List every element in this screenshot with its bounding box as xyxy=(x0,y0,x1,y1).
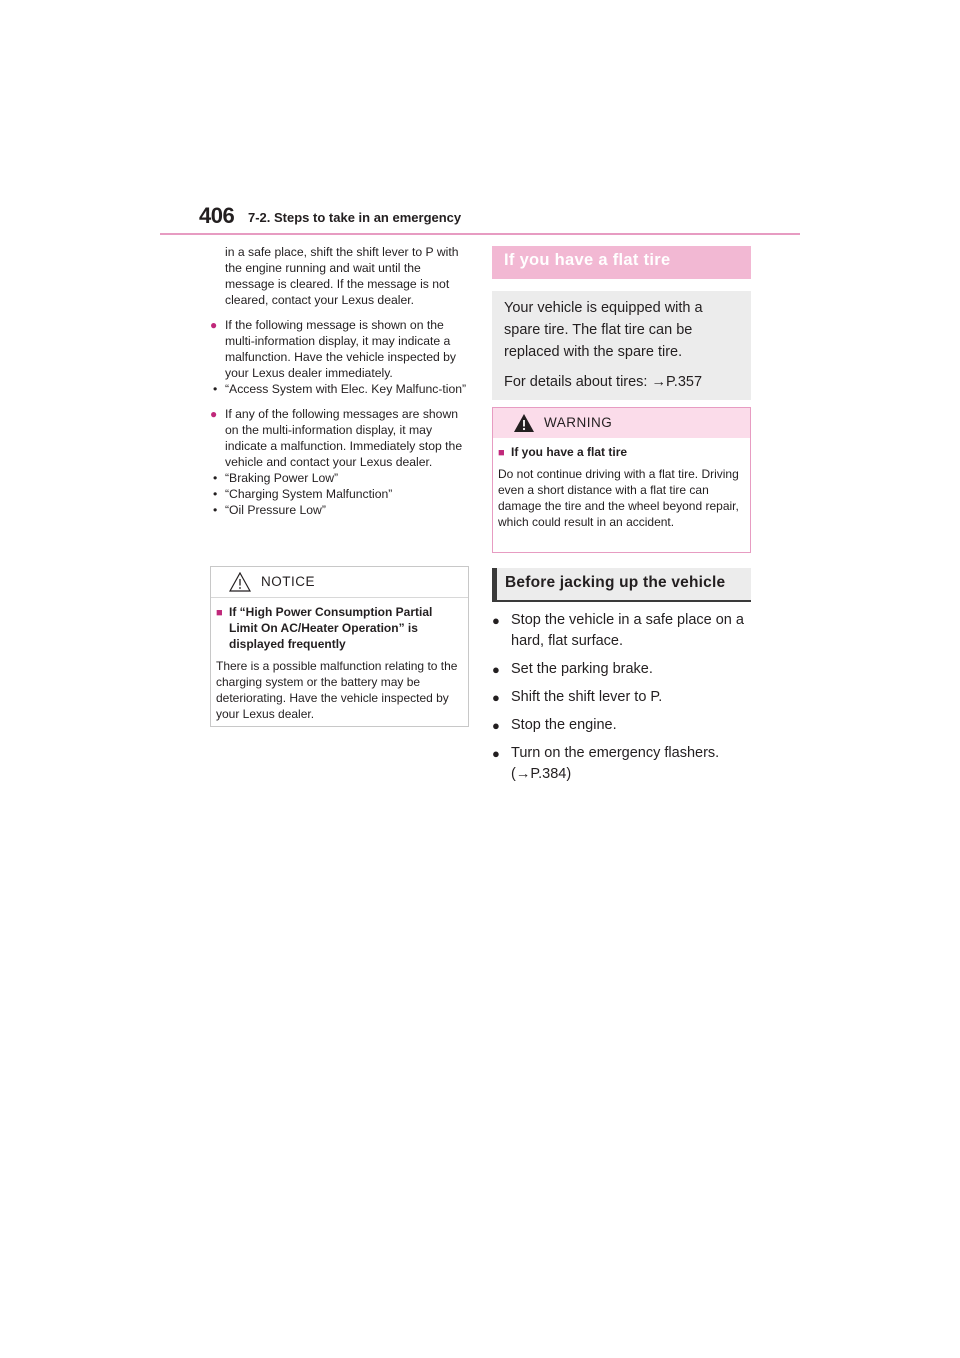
notice-header xyxy=(211,567,468,598)
notice-title: NOTICE xyxy=(261,574,316,589)
notice-subheading xyxy=(216,604,463,652)
jacking-heading xyxy=(492,568,751,602)
warning-text: Do not continue driving with a flat tire. Driving even a short distance with a flat tire can damage the tire and the wheel beyond repair, which could result in an accident. xyxy=(498,467,739,529)
sub-bullet-icon: • xyxy=(213,487,218,501)
step-text: Turn on the emergency flashers. (→P.384) xyxy=(511,745,720,782)
step-bullet-icon: ● xyxy=(492,718,500,733)
sub-item xyxy=(210,381,470,397)
step-item xyxy=(492,743,762,785)
step-text: Set the parking brake. xyxy=(511,661,653,677)
step-text: Stop the vehicle in a safe place on a hard, flat surface. xyxy=(511,612,744,649)
sub-item-text: “Oil Pressure Low” xyxy=(225,503,326,517)
flat-tire-banner xyxy=(492,246,751,279)
notice-text: There is a possible malfunction relating to the charging system or the battery may be deteriorating. Have the vehicle inspected by your Lexus dealer. xyxy=(216,659,458,721)
warning-box xyxy=(492,407,751,553)
sub-bullet-icon: • xyxy=(213,382,218,396)
flat-tire-info-text: Your vehicle is equipped with a spare tire. The flat tire can be replaced with the spare tire. xyxy=(504,300,703,360)
step-item xyxy=(492,715,762,736)
warning-body xyxy=(493,438,750,530)
flat-tire-banner-text: If you have a flat tire xyxy=(504,251,671,269)
step-item xyxy=(492,687,762,708)
sub-item xyxy=(210,470,470,486)
section-title: 7-2. Steps to take in an emergency xyxy=(248,210,462,225)
jacking-heading-text: Before jacking up the vehicle xyxy=(505,574,726,591)
notice-body xyxy=(211,598,468,722)
tire-details-reference: For details about tires: →P.357 xyxy=(504,374,703,390)
sub-item-text: “Braking Power Low” xyxy=(225,471,339,485)
square-bullet-icon: ■ xyxy=(216,607,223,619)
step-item xyxy=(492,659,762,680)
warning-subheading-text: If you have a flat tire xyxy=(511,445,628,459)
notice-box xyxy=(210,566,469,727)
warning-triangle-icon xyxy=(513,413,535,433)
bullet-item xyxy=(210,317,470,381)
warning-subheading xyxy=(498,444,745,460)
bullet-dot-icon: ● xyxy=(210,407,218,421)
sub-item-text: “Access System with Elec. Key Malfunc-tion” xyxy=(225,382,467,396)
step-text: Stop the engine. xyxy=(511,717,617,733)
step-bullet-icon: ● xyxy=(492,690,500,705)
flat-tire-info-box xyxy=(492,291,751,400)
sub-bullet-icon: • xyxy=(213,503,218,517)
warning-header xyxy=(493,408,750,438)
sub-item-text: “Charging System Malfunction” xyxy=(225,487,393,501)
step-bullet-icon: ● xyxy=(492,746,500,761)
bullet-item xyxy=(210,406,470,470)
sub-item xyxy=(210,486,470,502)
bullet-dot-icon: ● xyxy=(210,318,218,332)
sub-bullet-icon: • xyxy=(213,471,218,485)
square-bullet-icon: ■ xyxy=(498,447,505,459)
bullet-text: If any of the following messages are shown on the multi-information display, it may indicate a malfunction. Immediately stop the vehicle and contact your Lexus dealer. xyxy=(225,407,463,469)
notice-subheading-text: If “High Power Consumption Partial Limit On AC/Heater Operation” is displayed frequently xyxy=(229,605,433,651)
warning-title: WARNING xyxy=(544,415,613,430)
jacking-steps xyxy=(492,610,762,792)
page-number: 406 xyxy=(199,203,235,228)
header-rule xyxy=(160,233,800,235)
continuation-paragraph: in a safe place, shift the shift lever to P with the engine running and wait until the message is cleared. If the message is not cleared, contact your Lexus dealer. xyxy=(225,245,459,307)
caution-triangle-icon xyxy=(229,572,251,592)
step-text: Shift the shift lever to P. xyxy=(511,689,663,705)
sub-item xyxy=(210,502,470,518)
left-column xyxy=(210,244,470,518)
step-bullet-icon: ● xyxy=(492,662,500,677)
bullet-text: If the following message is shown on the multi-information display, it may indicate a malfunction. Have the vehicle inspected by your Lexus dealer immediately. xyxy=(225,318,457,380)
step-item xyxy=(492,610,762,652)
step-bullet-icon: ● xyxy=(492,613,500,628)
